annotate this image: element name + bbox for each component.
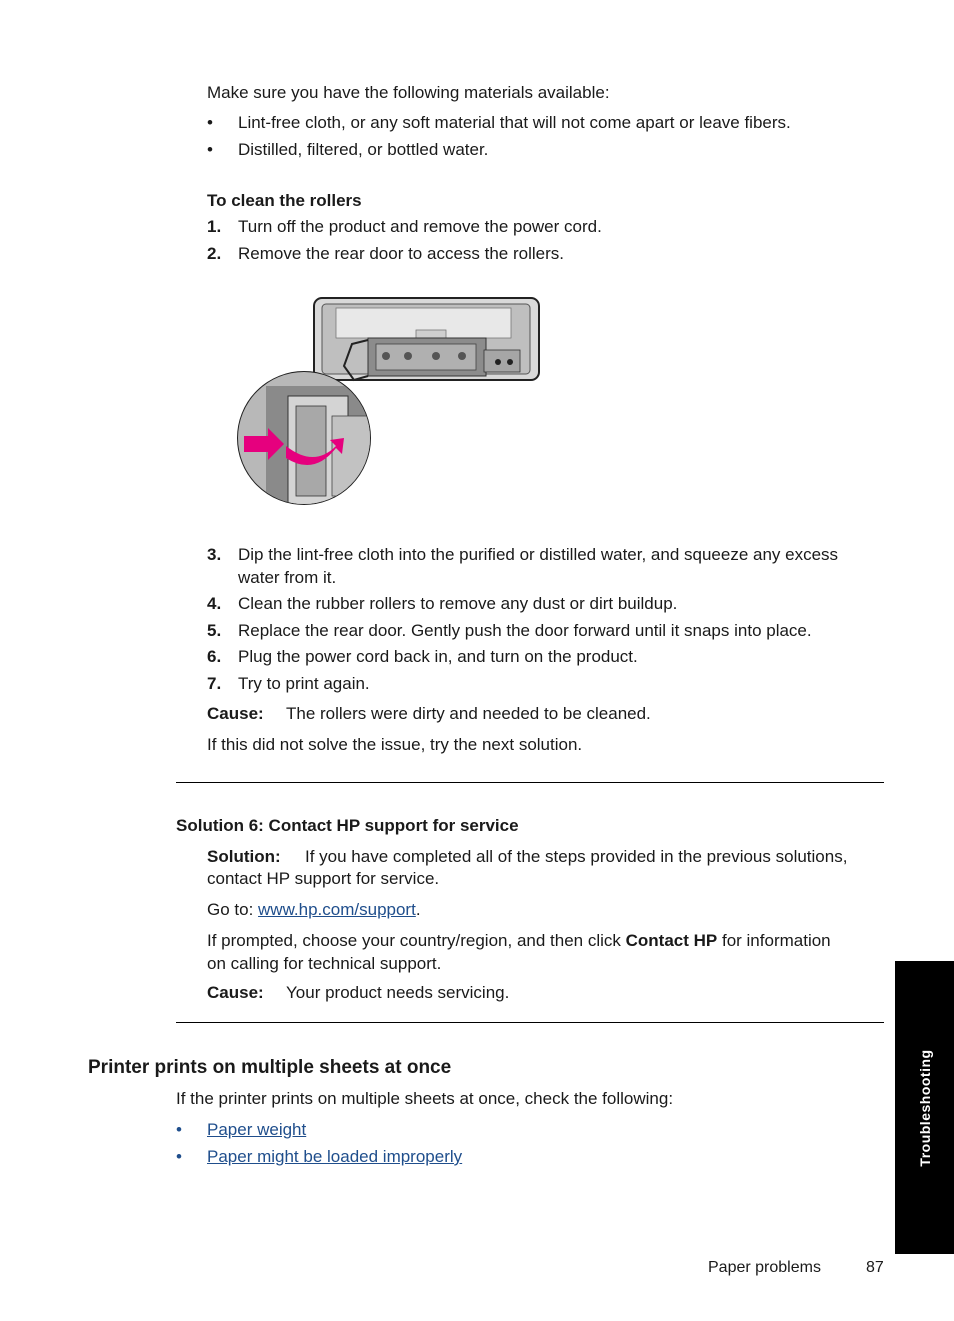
step-item (207, 646, 638, 668)
material-item-1: Lint-free cloth, or any soft material that will not come apart or leave fibers. (238, 113, 791, 132)
step-text: Clean the rubber rollers to remove any dust or dirt buildup. (238, 594, 678, 613)
divider (176, 1022, 884, 1023)
step-text: Replace the rear door. Gently push the door forward until it snaps into place. (238, 621, 812, 640)
step-number: 2. (207, 244, 222, 263)
prompt-line-2: on calling for technical support. (207, 954, 442, 973)
solution-line (207, 846, 847, 868)
step-number: 6. (207, 647, 222, 666)
bullet-icon: • (176, 1147, 182, 1166)
procedure-heading: To clean the rollers (207, 191, 362, 210)
step-number: 5. (207, 621, 222, 640)
list-item (176, 1146, 462, 1168)
list-item (207, 139, 488, 161)
material-item-2: Distilled, filtered, or bottled water. (238, 140, 489, 159)
page-number: 87 (866, 1259, 884, 1276)
step-number: 7. (207, 674, 222, 693)
contact-hp-label: Contact HP (625, 931, 718, 950)
list-item (176, 1119, 306, 1141)
solution-text: If you have completed all of the steps provided in the previous solutions, (305, 847, 848, 866)
cause-text: The rollers were dirty and needed to be cleaned. (286, 704, 651, 723)
bullet-icon: • (207, 140, 213, 159)
cause-line (207, 982, 509, 1004)
section-heading: Printer prints on multiple sheets at once (88, 1057, 452, 1078)
step-text: Dip the lint-free cloth into the purified or distilled water, and squeeze any excess (238, 545, 839, 564)
step-number: 4. (207, 594, 222, 613)
step-text: Remove the rear door to access the rollers. (238, 244, 564, 263)
step-text: Turn off the product and remove the power cord. (238, 217, 602, 236)
list-item (207, 112, 791, 134)
hp-support-link[interactable]: www.hp.com/support (258, 900, 416, 919)
cause-text: Your product needs servicing. (286, 983, 510, 1002)
solution-text-continued: contact HP support for service. (207, 869, 440, 888)
prompt-line (207, 930, 831, 952)
step-text: Try to print again. (238, 674, 370, 693)
goto-prefix: Go to: (207, 900, 259, 919)
prompt-pre: If prompted, choose your country/region, and then click (207, 931, 626, 950)
footer-section-title: Paper problems (708, 1259, 821, 1276)
divider (176, 782, 884, 783)
cause-label: Cause: (207, 983, 264, 1002)
step-item (207, 544, 838, 566)
section-intro: If the printer prints on multiple sheets at once, check the following: (176, 1089, 674, 1108)
printer-rear-door-illustration (236, 296, 542, 508)
section-side-tab (895, 961, 954, 1254)
bullet-icon: • (176, 1120, 182, 1139)
bullet-icon: • (207, 113, 213, 132)
step-number: 1. (207, 217, 222, 236)
step-item (207, 620, 812, 642)
step-text-continued: water from it. (238, 568, 337, 587)
step-item (207, 216, 602, 238)
next-solution-note: If this did not solve the issue, try the next solution. (207, 735, 583, 754)
solution-heading: Solution 6: Contact HP support for service (176, 816, 519, 835)
step-number: 3. (207, 545, 222, 564)
step-item (207, 593, 677, 615)
step-text: Plug the power cord back in, and turn on the product. (238, 647, 638, 666)
step-item (207, 243, 564, 265)
cause-label: Cause: (207, 704, 264, 723)
cause-line (207, 703, 651, 725)
goto-suffix: . (415, 900, 421, 919)
prompt-post: for information (717, 931, 831, 950)
paper-weight-link[interactable]: Paper weight (207, 1120, 307, 1139)
solution-label: Solution: (207, 847, 281, 866)
step-item (207, 673, 370, 695)
goto-line (207, 899, 421, 921)
side-tab-label: Troubleshooting (916, 1048, 933, 1167)
paper-loaded-improperly-link[interactable]: Paper might be loaded improperly (207, 1147, 463, 1166)
materials-intro: Make sure you have the following materials available: (207, 83, 610, 102)
